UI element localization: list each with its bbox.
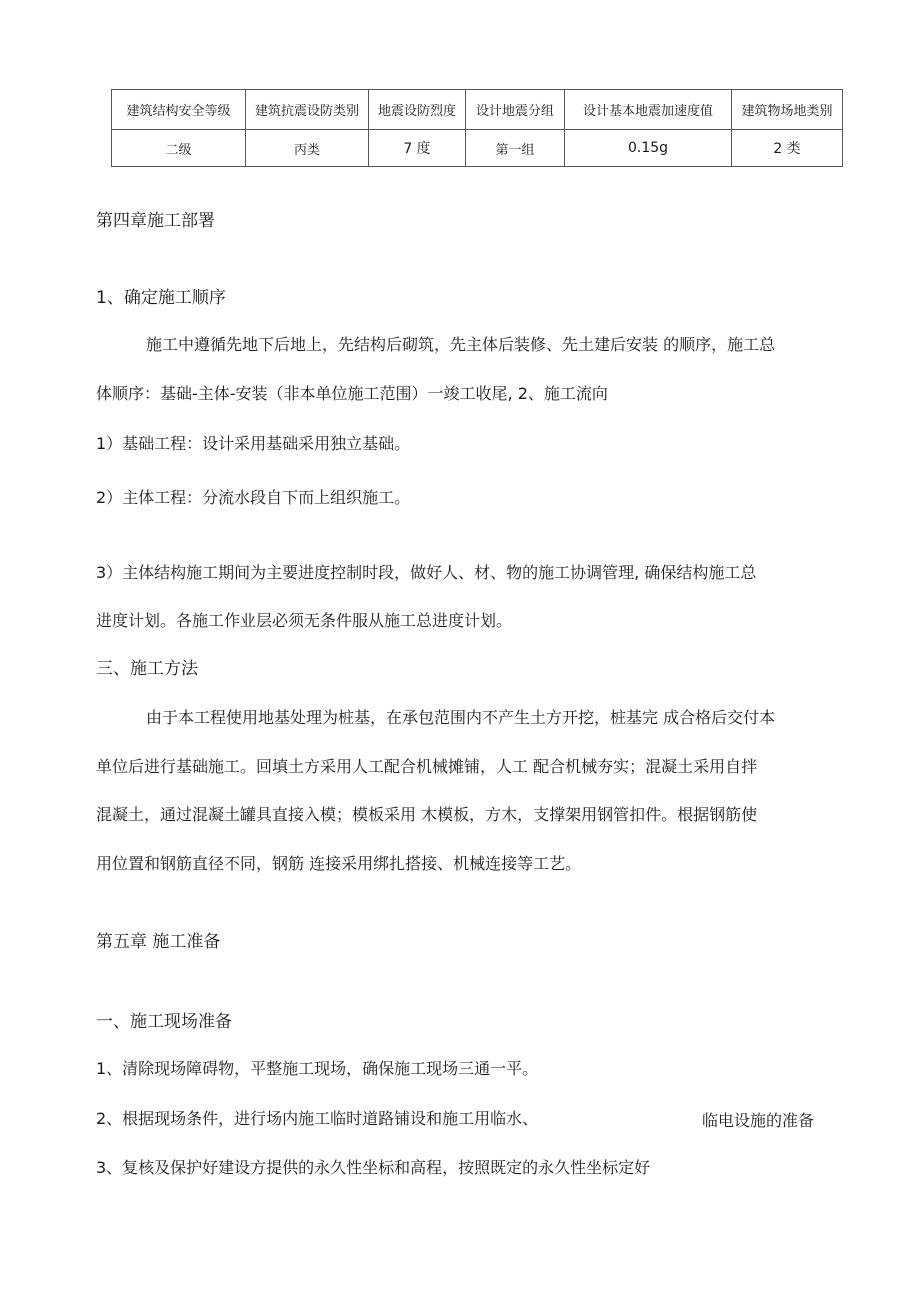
table-header-cell: 建筑抗震设防类别 [246,90,369,130]
list-item: 2）主体工程：分流水段自下而上组织施工。 [96,488,411,507]
table-row [112,130,843,167]
paragraph-line: 混凝土，通过混凝土罐具直接入模；模板采用 木模板，方木，支撑架用钢管扣件。根据钢筋使 [96,805,758,824]
paragraph-line: 单位后进行基础施工。回填土方采用人工配合机械摊铺，人工 配合机械夯实；混凝土采用自拌 [96,757,758,776]
table-header-cell: 建筑物场地类别 [732,90,843,130]
chapter-4-title: 第四章施工部署 [96,211,215,231]
table-cell: 2 类 [732,130,843,167]
table-header-row [112,90,843,130]
chapter-5-title: 第五章 施工准备 [96,932,221,952]
table-cell: 第一组 [466,130,565,167]
list-item: 1）基础工程：设计采用基础采用独立基础。 [96,434,411,453]
section-heading-construction-order: 1、确定施工顺序 [96,288,226,308]
table-cell: 7 度 [369,130,466,167]
paragraph-line: 施工中遵循先地下后地上，先结构后砌筑，先主体后装修、先土建后安装 的顺序，施工总 [146,335,776,354]
list-item: 3）主体结构施工期间为主要进度控制时段，做好人、材、物的施工协调管理, 确保结构施工总 [96,563,757,582]
paragraph-line: 用位置和钢筋直径不同，钢筋 连接采用绑扎搭接、机械连接等工艺。 [96,854,582,873]
seismic-parameters-table [111,89,843,167]
table-header-cell: 设计基本地震加速度值 [565,90,732,130]
table-cell: 0.15g [565,130,732,167]
table-cell: 丙类 [246,130,369,167]
paragraph-line: 体顺序：基础-主体-安装（非本单位施工范围）一竣工收尾, 2、施工流向 [96,384,608,403]
list-item: 3、复核及保护好建设方提供的永久性坐标和高程，按照既定的永久性坐标定好 [96,1158,651,1177]
paragraph-line: 由于本工程使用地基处理为桩基，在承包范围内不产生土方开挖，桩基完 成合格后交付本 [146,708,776,727]
table-header-cell: 建筑结构安全等级 [112,90,246,130]
list-item: 1、清除现场障碍物，平整施工现场，确保施工现场三通一平。 [96,1059,539,1078]
section-heading-site-preparation: 一、施工现场准备 [96,1012,232,1032]
table-header-cell: 设计地震分组 [466,90,565,130]
list-item-continuation: 临电设施的准备 [702,1111,815,1130]
table-header-cell: 地震设防烈度 [369,90,466,130]
table-cell: 二级 [112,130,246,167]
section-heading-construction-method: 三、施工方法 [96,659,198,679]
list-item-continuation: 进度计划。各施工作业层必须无条件服从施工总进度计划。 [96,611,513,630]
list-item: 2、根据现场条件，进行场内施工临时道路铺设和施工用临水、 [96,1109,539,1128]
